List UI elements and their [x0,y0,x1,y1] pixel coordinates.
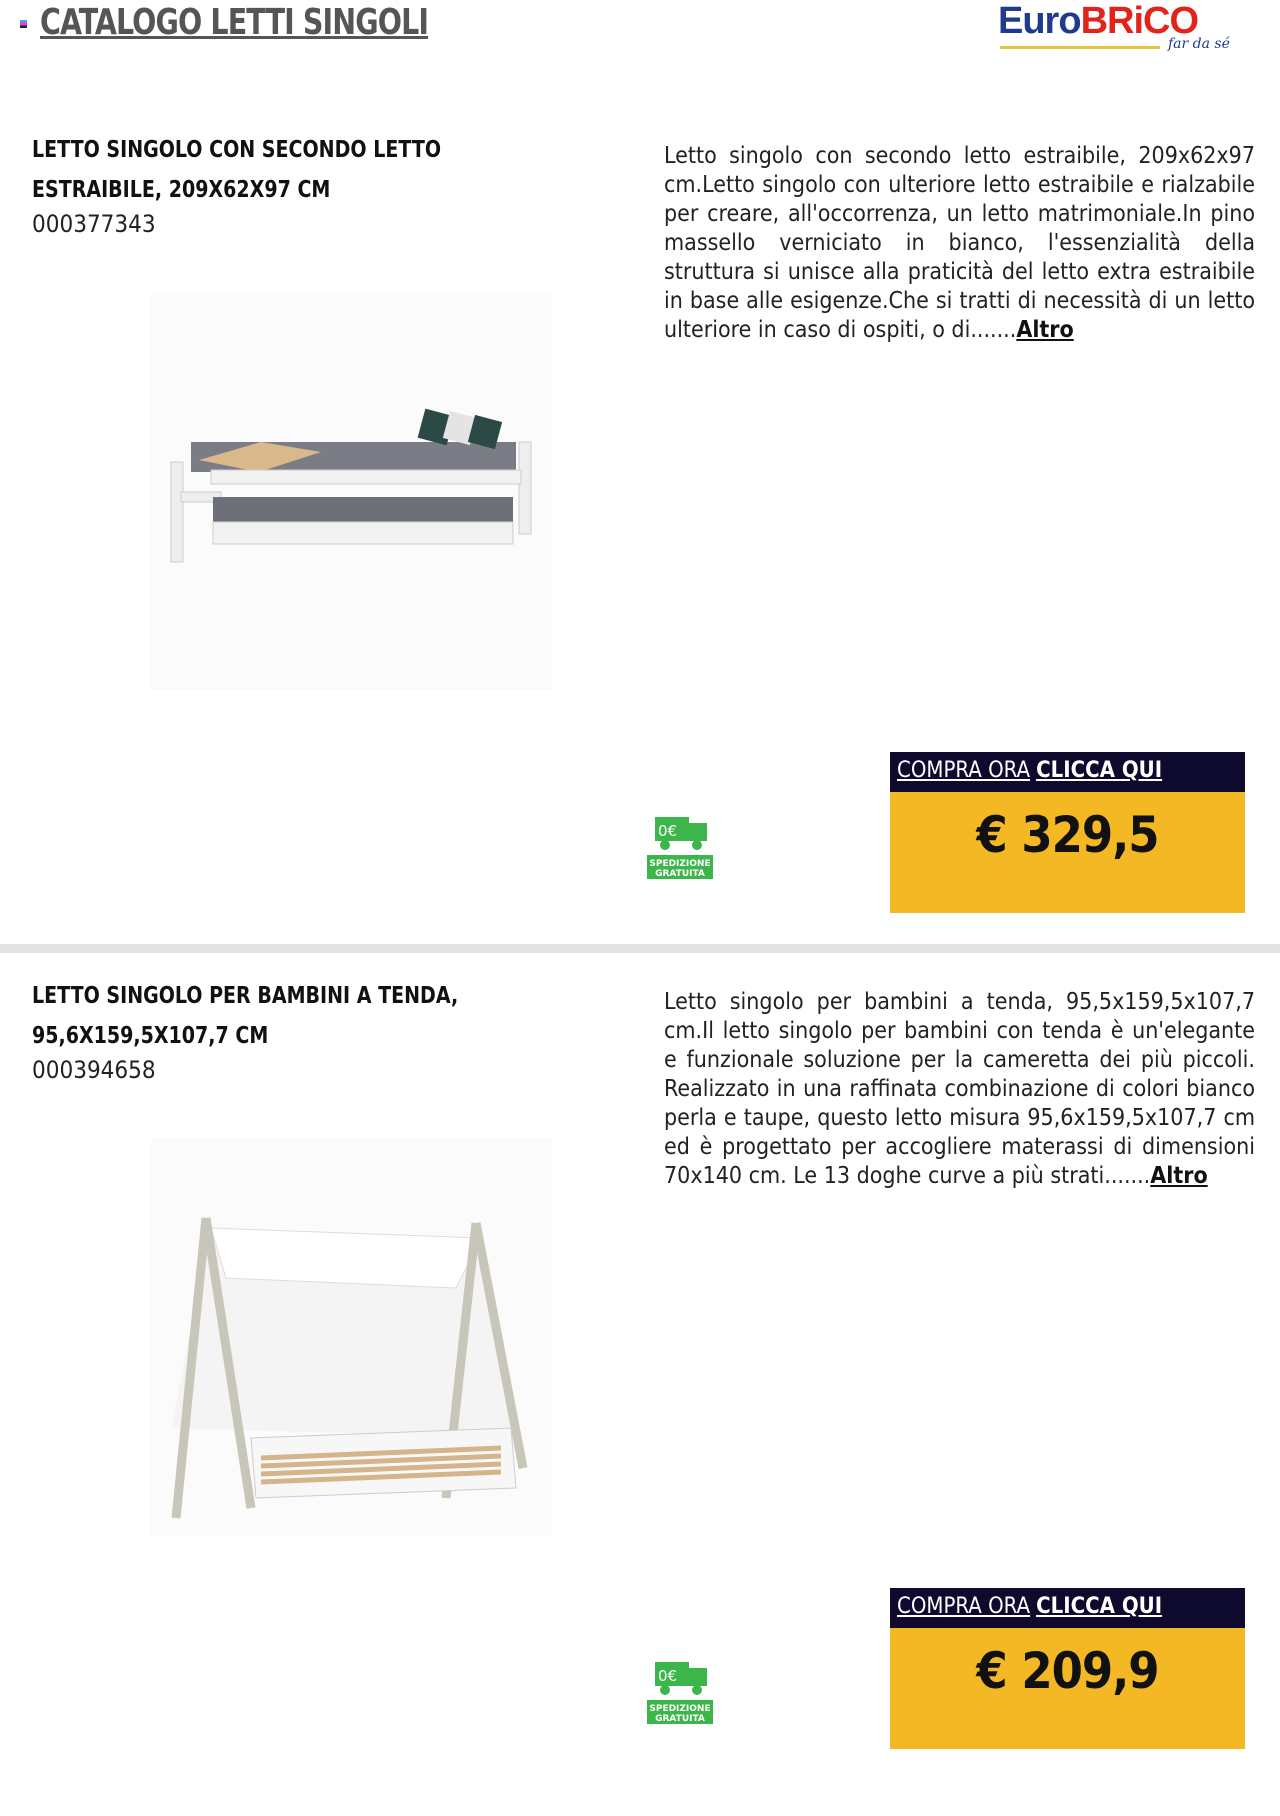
logo-tagline: far da sé [1168,36,1230,52]
logo-underline [1000,46,1160,49]
section-divider [0,944,1280,953]
product-description [664,142,1255,345]
price-value: € 209,9 [976,1642,1159,1700]
eurobrico-logo[interactable] [998,0,1244,58]
product-image[interactable] [151,1138,552,1536]
truck-icon [647,1660,713,1724]
logo-euro: Euro [998,0,1081,42]
buy-band[interactable] [890,752,1245,792]
badge-line1: SPEDIZIONE [649,1704,711,1714]
product-description [664,988,1255,1191]
color-marker [20,20,27,28]
trundle-bed-illustration [151,292,552,690]
badge-line2: GRATUITA [655,1714,705,1724]
product-code: 000377343 [32,210,156,238]
badge-price: 0€ [658,822,678,840]
logo-brico: BRiCO [1080,0,1199,42]
price-value: € 329,5 [976,806,1159,864]
buy-now-link[interactable]: COMPRA ORA [897,1594,1031,1619]
free-shipping-badge [647,1660,713,1724]
description-text: Letto singolo con secondo letto estraibile, 209x62x97 cm.Letto singolo con ulteriore letto estraibile e rialzabile per creare, all'occorrenza, un letto matrimoniale.In pino massello verniciato in bianco, l'essenzialità della struttura si unisce alla praticità del letto extra estraibile in base alle esigenze.Che si tratti di necessità di un letto ulteriore in caso di ospiti, o di....... [664,143,1255,343]
page-title[interactable]: CATALOGO LETTI SINGOLI [40,2,429,43]
click-here-link[interactable]: CLICCA QUI [1036,758,1163,783]
click-here-link[interactable]: CLICCA QUI [1036,1594,1163,1619]
product-title: LETTO SINGOLO PER BAMBINI A TENDA, 95,6X159,5X107,7 CM [32,983,459,1049]
more-link[interactable]: Altro [1150,1163,1208,1189]
badge-line1: SPEDIZIONE [649,859,711,869]
buy-now-link[interactable]: COMPRA ORA [897,758,1031,783]
badge-price: 0€ [658,1667,678,1685]
product-title: LETTO SINGOLO CON SECONDO LETTO ESTRAIBILE, 209X62X97 CM [32,137,441,203]
badge-line2: GRATUITA [655,869,705,879]
price-box[interactable] [890,752,1245,913]
product-code: 000394658 [32,1056,156,1084]
buy-band[interactable] [890,1588,1245,1628]
description-text: Letto singolo per bambini a tenda, 95,5x159,5x107,7 cm.Il letto singolo per bambini con tenda è un'elegante e funzionale soluzione per la cameretta dei più piccoli. Realizzato in una raffinata combinazione di colori bianco perla e taupe, questo letto misura 95,6x159,5x107,7 cm ed è progettato per accogliere materassi di dimensioni 70x140 cm. Le 13 doghe curve a più strati....... [664,989,1255,1189]
product-card [0,130,1280,970]
truck-icon [647,815,713,879]
tent-bed-illustration [151,1138,552,1536]
product-card [0,976,1280,1816]
free-shipping-badge [647,815,713,879]
price-box[interactable] [890,1588,1245,1749]
more-link[interactable]: Altro [1016,317,1074,343]
product-image[interactable] [151,292,552,690]
